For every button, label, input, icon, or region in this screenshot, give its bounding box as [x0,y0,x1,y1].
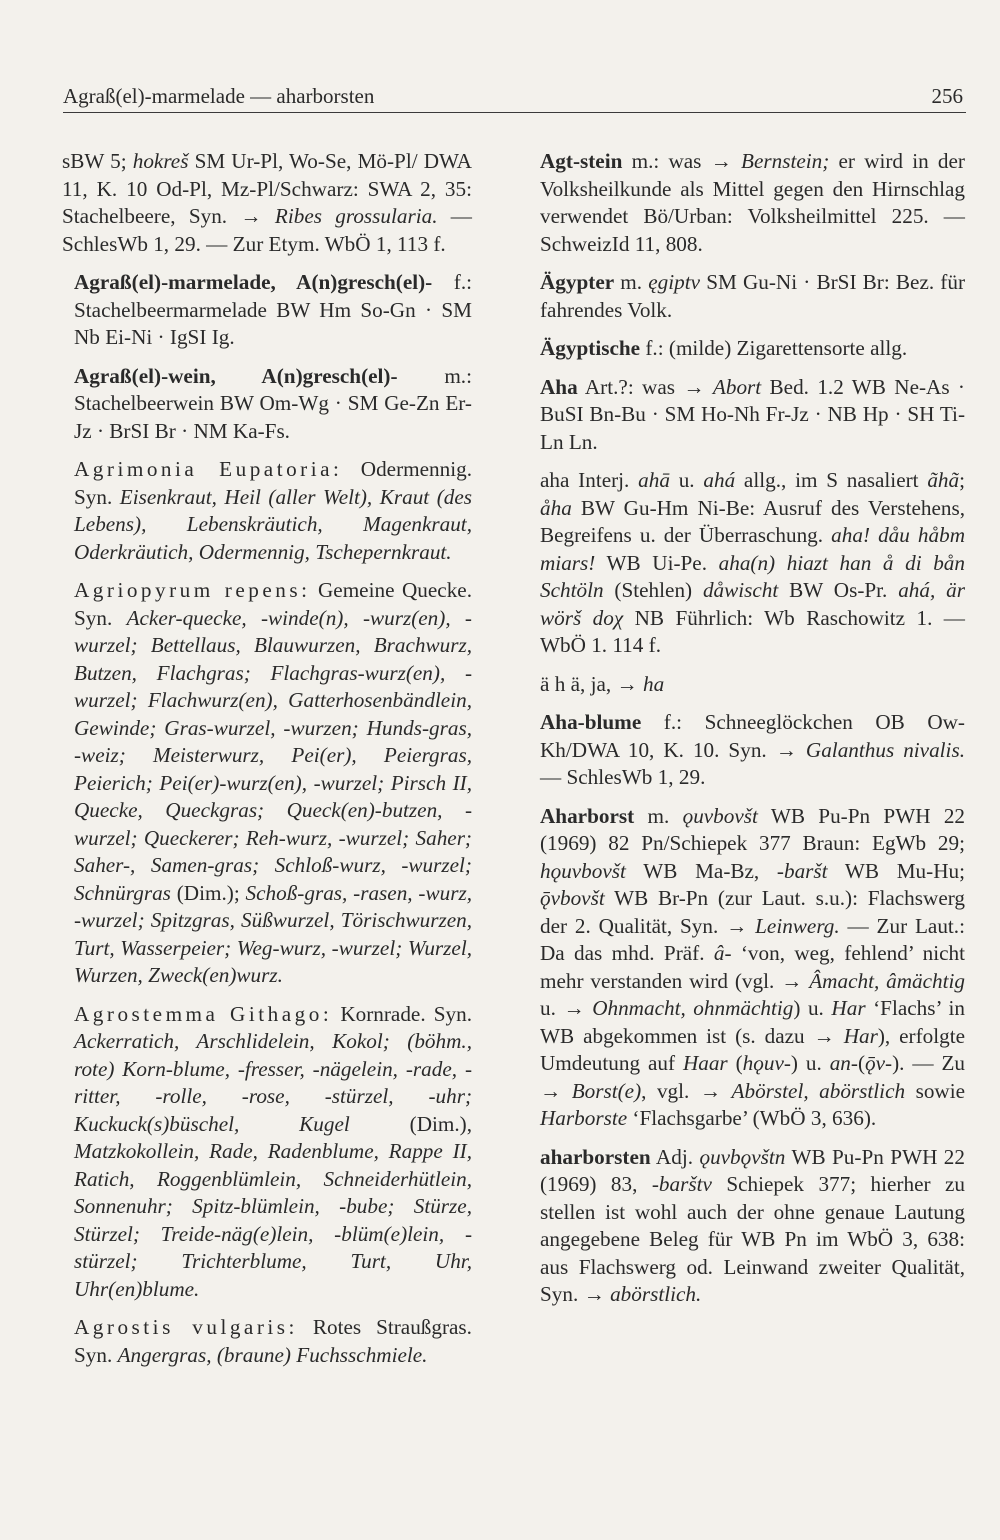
entry-aehae: ä h ä, ja, → ha [540,671,665,696]
entry-agrostemma-githago: Agrostemma Githago: Kornrade. Syn. Ackerratich, Arschlidelein, Kokol; (böhm., rote) Korn-blume, -fresser, -nägelein, -rade, -ritter, -rolle, -rose, -stürzel, -uhr; Kuckuck(s)büschel, Kugel (Dim.), Matzkokollein, Rade, Radenblume, Rappe II, Ratich, Roggenblümlein, Schneiderhütlein, Sonnenuhr; Spitz-blümlein, -bube; Stürze, Stürzel; Treide-näg(e)lein, -blüm(e)lein, -stürzel; Trichterblume, Turt, Uhr, Uhr(en)blume. [74,1001,473,1301]
entry-agrostis-vulgaris: Agrostis vulgaris: Rotes Straußgras. Syn. Angergras, (braune) Fuchsschmiele. [74,1315,472,1367]
right-column [528,148,965,1320]
header-title: Agraß(el)-marmelade — aharborsten [63,84,375,108]
header-rule [63,112,966,113]
entry-aegyptische: Ägyptische f.: (milde) Zigarettensorte allg. [540,336,908,360]
entry-aharborsten: aharborsten Adj. ǫuvbǫvštn WB Pu-Pn PWH 22 (1969) 83, -barštv Schiepek 377; hierher zu stellen ist wohl auch der ohne genaue Lautung angegebene Beleg für WB Pn im WbÖ 3, 638: aus Flachswerg od. Leinwand zweiter Qualität, Syn. → abörstlich. [540,1144,965,1306]
entry-agrassel-marmelade: Agraß(el)-marmelade, A(n)gresch(el)- f.: Stachelbeermarmelade BW Hm So-Gn · SM Nb Ei-Ni · IgSI Ig. [74,270,472,349]
page-number: 256 [931,84,963,108]
running-header [63,84,963,114]
entry-continuation: sBW 5; hokreš SM Ur-Pl, Wo-Se, Mö-Pl/ DWA 11, K. 10 Od-Pl, Mz-Pl/Schwarz: SWA 2, 35: Stachelbeere, Syn. → Ribes grossularia. — SchlesWb 1, 29. — Zur Etym. WbÖ 1, 113 f. [62,149,472,256]
entry-aha-art: Aha Art.?: was → Abort Bed. 1.2 WB Ne-As · BuSI Bn-Bu · SM Ho-Nh Fr-Jz · NB Hp · SH Ti-Ln Ln. [540,374,965,454]
entry-aegypter: Ägypter m. ęgiptv SM Gu-Ni · BrSI Br: Bez. für fahrendes Volk. [540,270,966,322]
left-column [62,148,472,1380]
entry-aha-blume: Aha-blume f.: Schneeglöckchen OB Ow-Kh/DWA 10, K. 10. Syn. → Galanthus nivalis. — SchlesWb 1, 29. [540,710,965,789]
entry-agrimonia-eupatoria: Agrimonia Eupatoria: Odermennig. Syn. Eisenkraut, Heil (aller Welt), Kraut (des Lebens), Lebenskräutich, Magenkraut, Oderkräutich, Odermennig, Tschepernkraut. [74,457,472,564]
entry-aharborst: Aharborst m. ǫuvbovšt WB Pu-Pn PWH 22 (1969) 82 Pn/Schiepek 377 Braun: EgWb 29; hǫuvbovšt WB Ma-Bz, -baršt WB Mu-Hu; ǭvbovšt WB Br-Pn (zur Laut. s.u.): Flachswerg der 2. Qualität, Syn. → Leinwerg. — Zur Laut.: Da das mhd. Präf. â- ‘von, weg, fehlend’ nicht mehr verstanden wird (vgl. → Âmacht, âmächtig u. → Ohnmacht, ohnmächtig) u. Har ‘Flachs’ in WB abgekommen ist (s. dazu → Har), erfolgte Umdeutung auf Haar (hǫuv-) u. an-(ǭv-). — Zu → Borst(e), vgl. → Abörstel, abörstlich sowie Harborste ‘Flachsgarbe’ (WbÖ 3, 636). [540,803,966,1130]
entry-agrassel-wein: Agraß(el)-wein, A(n)gresch(el)- m.: Stachelbeerwein BW Om-Wg · SM Ge-Zn Er-Jz · BrSI Br · NM Ka-Fs. [74,363,472,443]
entry-aha-interj: aha Interj. ahā u. ahá allg., im S nasaliert ãhã; åha BW Gu-Hm Ni-Be: Ausruf des Verstehens, Begreifens u. der Überraschung. aha! dåu håbm miars! WB Ui-Pe. aha(n) hiazt han å di bån Schtöln (Stehlen) dåwischt BW Os-Pr. ahá, är wörš doχ NB Führlich: Wb Raschowitz 1. — WbÖ 1. 114 f. [540,468,966,657]
entry-agriopyrum-repens: Agriopyrum repens: Gemeine Quecke. Syn. Acker-quecke, -winde(n), -wurz(en), -wurzel; Bettellaus, Blauwurzen, Brachwurz, Butzen, Flachgras; Flachgras-wurz(en), -wurzel; Flachwurz(en), Gatterhosenbändlein, Gewinde; Gras-wurzel, -wurzen; Hunds-gras, -weiz; Meisterwurz, Pei(er), Peiergras, Peierich; Pei(er)-wurz(en), -wurzel; Pirsch II, Quecke, Queckgras; Queck(en)-butzen, -wurzel; Queckerer; Reh-wurz, -wurzel; Saher; Saher-, Samen-gras; Schloß-wurz, -wurzel; Schnürgras (Dim.); Schoß-gras, -rasen, -wurz, -wurzel; Spitzgras, Süßwurzel, Törischwurzen, Turt, Wasserpeier; Weg-wurz, -wurzel; Wurzel, Wurzen, Zweck(en)wurz. [74,578,472,987]
entry-agt-stein: Agt-stein m.: was → Bernstein; er wird in der Volksheilkunde als Mittel gegen den Hirnschlag verwendet Bö/Urban: Volksheilmittel 225. — SchweizId 11, 808. [540,149,965,256]
